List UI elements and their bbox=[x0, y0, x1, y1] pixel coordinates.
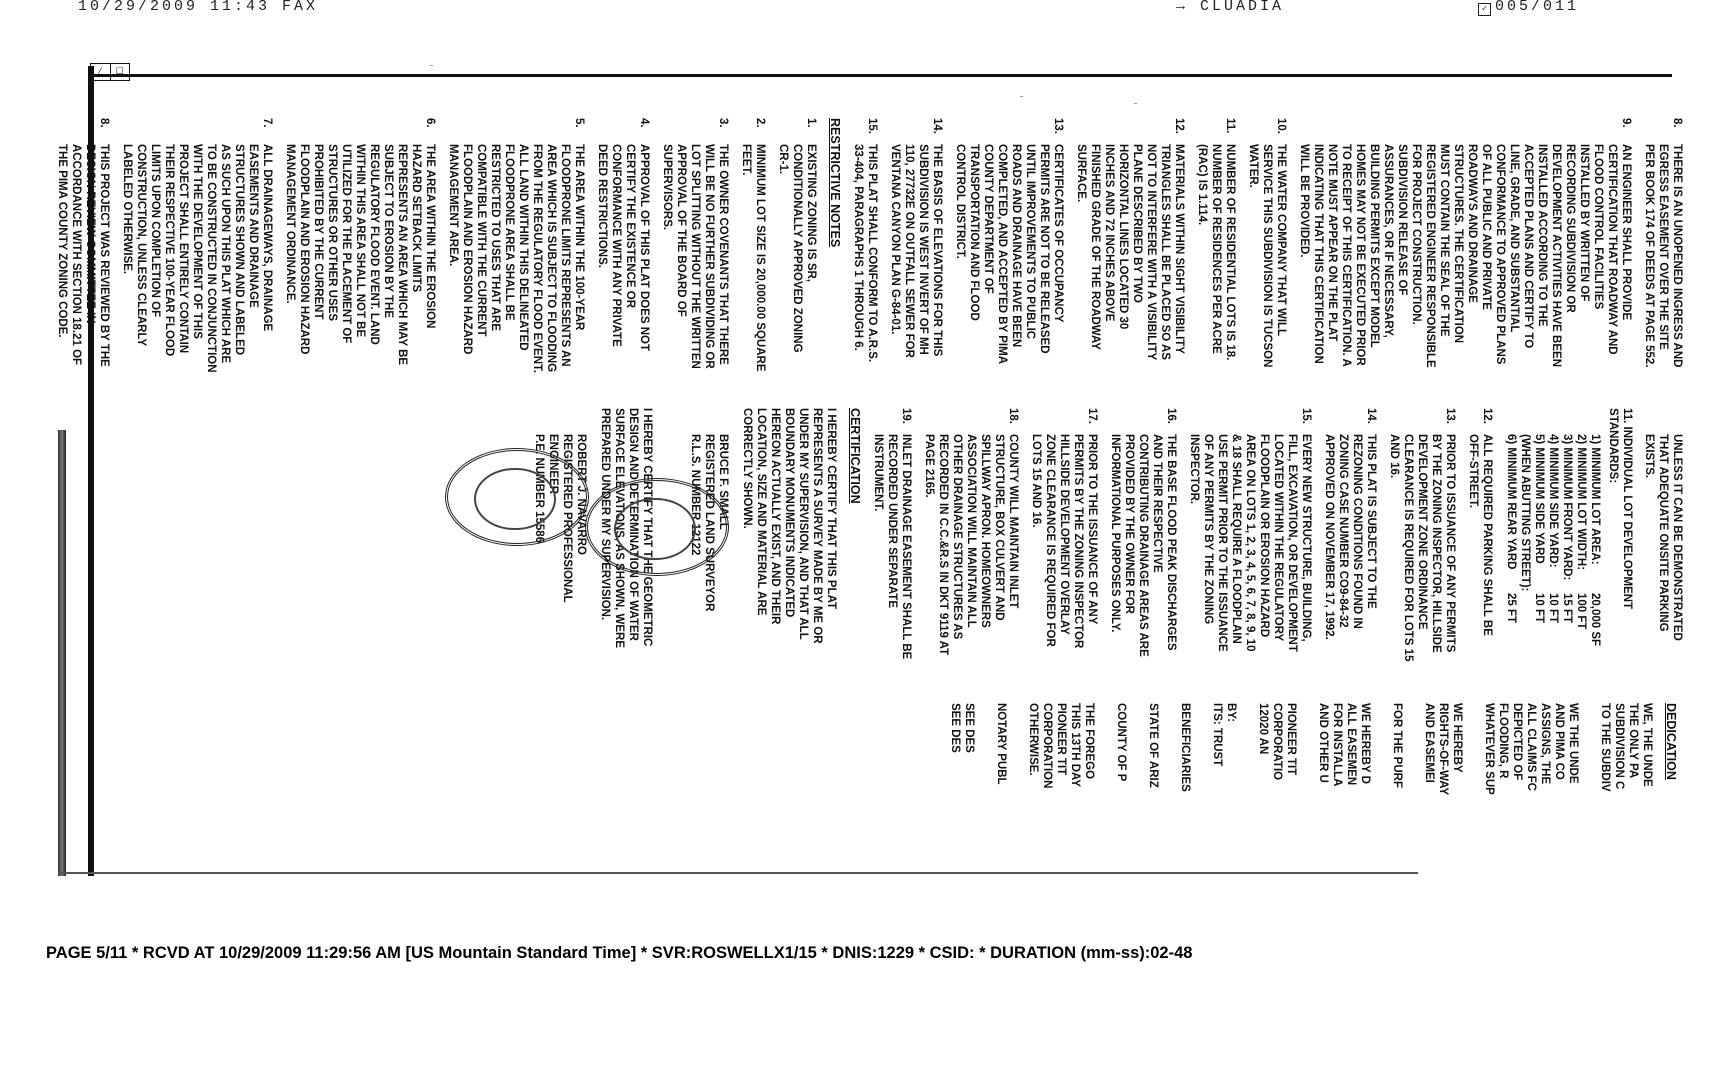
dedication-line: ALL CLAIMS FC bbox=[1525, 703, 1537, 791]
standard-row bbox=[1504, 408, 1518, 663]
dedication-line: NOTARY PUBL bbox=[995, 703, 1007, 785]
dedication-line: AND OTHER U bbox=[1317, 703, 1329, 783]
note-item bbox=[1642, 118, 1684, 373]
corner-mark: ☐ bbox=[115, 66, 124, 76]
note-number: 12. bbox=[1173, 118, 1185, 134]
engineer-line: REGISTERED PROFESSIONAL ENGINEER bbox=[547, 434, 573, 603]
note-item bbox=[1074, 118, 1186, 373]
dedication-line: WE HEREBY bbox=[1451, 703, 1463, 773]
dedication-line: FLOODING, R bbox=[1497, 703, 1509, 779]
note-item bbox=[1297, 118, 1633, 373]
note-number: 3. bbox=[717, 118, 729, 128]
standard-value: 25 FT bbox=[1505, 593, 1517, 624]
dedication-line: SEE DES bbox=[949, 703, 961, 753]
surveyor-line: R.L.S. NUMBER 12122 bbox=[689, 434, 701, 556]
standard-value: 15 FT bbox=[1561, 593, 1573, 624]
fax-recipient: → CLUADIA bbox=[1176, 0, 1285, 15]
standard-row bbox=[1546, 408, 1560, 663]
standard-row bbox=[1588, 408, 1602, 663]
note-text: MATERIALS WITHIN SIGHT VISIBILITY TRIANGLES SHALL BE PLACED SO AS NOT TO INTERFERE WITH A VISIBILITY PLANE DESCRIBED BY TWO HORIZONTAL LINES LOCATED 30 INCHES AND 72 INCHES ABOVE FINISHED GRADE OF THE ROADWAY SURFACE. bbox=[1075, 144, 1185, 360]
dedication-line: THIS 13TH DAY bbox=[1069, 703, 1081, 787]
rotated-plat-notes-sheet bbox=[56, 118, 1684, 878]
surveyor-seal-stamp bbox=[585, 478, 729, 576]
note-item bbox=[1108, 408, 1178, 663]
standard-value: 20,000 SF bbox=[1589, 593, 1601, 647]
standard-value: 100 FT bbox=[1575, 593, 1587, 630]
note-item bbox=[1187, 408, 1313, 663]
dedication-line: THE ONLY PA bbox=[1627, 703, 1639, 779]
restrictive-notes-title: RESTRICTIVE NOTES bbox=[828, 118, 842, 248]
parking-note: UNLESS IT CAN BE DEMONSTRATED THAT ADEQUATE ONSITE PARKING EXISTS. bbox=[1643, 434, 1683, 641]
note-number: 4. bbox=[638, 118, 650, 128]
sheet-border-top bbox=[92, 74, 1672, 77]
note-number: 8. bbox=[1671, 118, 1683, 128]
note-text: PRIOR TO THE ISSUANCE OF ANY PERMITS BY THE ZONING INSPECTOR HILLSIDE DEVELOPMENT OVERLAY ZONE CLEARANCE IS REQUIRED FOR LOTS 15 AND 16. bbox=[1030, 434, 1098, 649]
dedication-line: WE, THE UNDE bbox=[1641, 703, 1653, 787]
note-text: EVERY NEW STRUCTURE, BUILDING, FILL, EXCAVATION, OR DEVELOPMENT LOCATED WITHIN THE REGULATORY FLOODPLAIN OR EROSION HAZARD AREA ON LOTS 1, 2, 3, 4, 5, 6, 7, 8, 9, 10 & 18 SHALL REQUIRE A FLOODPLAIN USE PERMIT PRIOR TO THE ISSUANCE OF ANY PERMITS BY THE ZONING INSPECTOR. bbox=[1188, 434, 1312, 652]
note-text: NUMBER OF RESIDENTIAL LOTS IS 18. NUMBER OF RESIDENCES PER ACRE (RAC) IS 1.114. bbox=[1196, 144, 1236, 361]
note-item bbox=[739, 118, 767, 373]
note-text: THE BASIS OF ELEVATIONS FOR THIS SUBDIVISION IS WEST INVERT OF MH 110, 27732E ON OUTFALL SEWER FOR VENTANA CANYON PLAN G-84-01. bbox=[889, 144, 943, 358]
note-item bbox=[776, 118, 818, 373]
note-item bbox=[953, 118, 1065, 373]
note-text: EXISTING ZONING IS SR, CONDITIONALLY APPROVED ZONING CR-1. bbox=[777, 144, 817, 353]
engineer-certification-text: I HEREBY CERTIFY THAT THE GEOMETRIC DESIGN AND DETERMINATION OF WATER SURFACE ELEVATIONS, AS SHOWN, WERE PREPARED UNDER MY SUPERVISION. bbox=[599, 408, 653, 649]
note-text: ALL DRAINAGEWAYS, DRAINAGE EASEMENTS AND DRAINAGE STRUCTURES SHOWN AND LABELED AS SUCH UPON THIS PLAT WHICH ARE TO BE CONSTRUCTED IN CONJUNCTION WITH THE DEVELOPMENT OF THIS PROJECT SHALL ENTIRELY CONTAIN THEIR RESPECTIVE 100-YEAR FLOOD LIMITS UPON COMPLETION OF CONSTRUCTION, UNLESS CLEARLY LABELED OTHERWISE. bbox=[121, 144, 273, 373]
note-number: 9. bbox=[1620, 118, 1632, 128]
dedication-line: COUNTY OF P bbox=[1115, 703, 1127, 782]
note-text: ALL REQUIRED PARKING SHALL BE OFF-STREET. bbox=[1467, 434, 1493, 636]
dedication-line: THE FOREGO bbox=[1083, 703, 1095, 780]
note-number: 13. bbox=[1444, 408, 1456, 424]
note-item bbox=[1029, 408, 1099, 663]
note-number: 16. bbox=[1165, 408, 1177, 424]
standard-label: 2) MINIMUM LOT WIDTH: bbox=[1575, 434, 1587, 571]
note-item bbox=[595, 118, 651, 373]
fax-timestamp: 10/29/2009 11:43 FAX bbox=[78, 0, 319, 15]
standard-label: 4) MINIMUM SIDE YARD: bbox=[1547, 434, 1559, 568]
note-text: THERE IS AN UNOPENED INGRESS AND EGRESS EASEMENT OVER THE SITE PER BOOK 174 OF DEEDS AT PAGE 552. bbox=[1643, 144, 1683, 368]
dedication-line: WE HEREBY D bbox=[1359, 703, 1371, 784]
note-text: THE BASE FLOOD PEAK DISCHARGES AND THEIR RESPECTIVE CONTRIBUTING DRAINAGE AREAS ARE PROVIDED BY THE OWNER FOR INFORMATIONAL PURPOSES ONLY. bbox=[1109, 434, 1177, 657]
engineer-line: ROBERT J. NAVARRO bbox=[575, 434, 587, 555]
checkbox-icon: ✓ bbox=[1478, 3, 1491, 16]
dedication-line: SUBDIVISION C bbox=[1613, 703, 1625, 790]
note-item bbox=[1322, 408, 1378, 663]
standard-label: 5) MINIMUM SIDE YARD (WHEN ABUTTING STREET): bbox=[1519, 434, 1545, 592]
engineer-seal-stamp bbox=[445, 448, 589, 546]
scan-speck bbox=[1020, 96, 1023, 97]
note-item bbox=[1466, 408, 1494, 663]
dedication-line: FOR THE PURF bbox=[1391, 703, 1403, 788]
note-number: 2. bbox=[754, 118, 766, 128]
certification-text: I HEREBY CERTIFY THAT THIS PLAT REPRESENTS A SURVEY MADE BY ME OR UNDER MY SUPERVISION, AND THAT ALL BOUNDARY MONUMENTS INDICATED HEREON ACTUALLY EXIST, AND THEIR LOCATION, SIZE AND MATERIAL ARE CORRECTLY SHOWN. bbox=[741, 408, 837, 644]
note-number: 15. bbox=[1300, 408, 1312, 424]
dedication-line: STATE OF ARIZ bbox=[1147, 703, 1159, 788]
standards-title: 11. INDIVIDUAL LOT DEVELOPMENT STANDARDS: bbox=[1607, 408, 1633, 610]
note-text: THE AREA WITHIN THE EROSION HAZARD SETBACK LIMITS REPRESENTS AN AREA WHICH MAY BE SUBJECT TO EROSION BY THE REGULATORY FLOOD EVENT. LAND WITHIN THIS AREA SHALL NOT BE UTILIZED FOR THE PLACEMENT OF STRUCTURES OR OTHER USES PROHIBITED BY THE CURRENT FLOODPLAIN AND EROSION HAZARD MANAGEMENT ORDINANCE. bbox=[284, 144, 436, 366]
dedication-line: RIGHTS-OF-WAY bbox=[1437, 703, 1449, 796]
note-text: PRIOR TO ISSUANCE OF ANY PERMITS BY THE ZONING INSPECTOR, HILLSIDE DEVELOPMENT ZONE ORDINANCE CLEARANCE IS REQUIRED FOR LOTS 15 AND 16. bbox=[1388, 434, 1456, 662]
dedication-line: ALL EASEMEN bbox=[1345, 703, 1357, 786]
dedication-line: SEE DES bbox=[963, 703, 975, 753]
note-item bbox=[1195, 118, 1237, 373]
dedication-line: WE THE UNDE bbox=[1567, 703, 1579, 784]
note-number: 13. bbox=[1052, 118, 1064, 134]
standard-row bbox=[1574, 408, 1588, 663]
dedication-line: CORPORATION bbox=[1041, 703, 1053, 789]
note-text: THIS PLAT IS SUBJECT TO THE REZONING CONDITIONS FOUND IN ZONING CASE NUMBER CO9-84-32 APPROVED ON NOVEMBER 17, 1992. bbox=[1323, 434, 1377, 640]
note-number: 15. bbox=[866, 118, 878, 134]
dedication-line: ASSIGNS, THE bbox=[1539, 703, 1551, 785]
dedication-line: 12020 AN bbox=[1257, 703, 1269, 755]
note-text: THIS PLAT SHALL CONFORM TO A.R.S. 33-404, PARAGRAPHS 1 THROUGH 6. bbox=[852, 144, 878, 363]
standard-value: 10 FT bbox=[1533, 593, 1545, 624]
note-number: 12. bbox=[1481, 408, 1493, 424]
dedication-line: PIONEER TIT bbox=[1285, 703, 1297, 776]
scan-speck bbox=[1134, 103, 1137, 104]
standard-label: 6) MINIMUM REAR YARD bbox=[1505, 434, 1517, 570]
dedication-line: BENEFICIARIES bbox=[1179, 703, 1191, 792]
standards-list bbox=[1504, 408, 1602, 663]
standard-label: 3) MINIMUM FRONT YARD: bbox=[1561, 434, 1573, 581]
fax-receipt-footer: PAGE 5/11 * RCVD AT 10/29/2009 11:29:56 AM [US Mountain Standard Time] * SVR:ROSWELLX1/15 * DNIS:1229 * CSID: * DURATION (mm-ss):02-48 bbox=[46, 944, 1193, 962]
note-item bbox=[283, 118, 437, 373]
note-text: THE AREA WITHIN THE 100-YEAR FLOODPRONE LIMITS REPRESENTS AN AREA WHICH IS SUBJECT TO FLOODING FROM THE REGULATORY FLOOD EVENT. ALL LAND WITHIN THIS DELINEATED FLOODPRONE AREA SHALL BE RESTRICTED TO USES THAT ARE COMPATIBLE WITH THE CURRENT FLOODPLAIN AND EROSION HAZARD MANAGEMENT AREA. bbox=[447, 144, 585, 373]
standard-value: 10 FT bbox=[1547, 593, 1559, 624]
standard-row bbox=[1560, 408, 1574, 663]
note-number: 18. bbox=[1007, 408, 1019, 424]
note-text: MINIMUM LOT SIZE IS 20,000.00 SQUARE FEET. bbox=[740, 144, 766, 372]
note-text: THE OWNER COVENANTS THAT THERE WILL BE NO FURTHER SUBDIVIDING OR LOT SPLITTING WITHOUT THE WRITTEN APPROVAL OF THE BOARD OF SUPERVISORS. bbox=[661, 144, 729, 369]
note-number: 8. bbox=[98, 118, 110, 128]
note-item bbox=[446, 118, 586, 373]
scan-edge-shadow bbox=[58, 430, 66, 876]
note-item bbox=[851, 118, 879, 373]
dedication-line: FOR INSTALLA bbox=[1331, 703, 1343, 787]
general-notes-column bbox=[46, 118, 1684, 373]
dedication-line: ITS: TRUST bbox=[1211, 703, 1223, 767]
dedication-line: DEPICTED OF bbox=[1511, 703, 1523, 781]
note-number: 11. bbox=[1224, 118, 1236, 134]
note-item bbox=[55, 118, 111, 373]
note-number: 19. bbox=[900, 408, 912, 424]
dedication-line: AND EASEMEI bbox=[1423, 703, 1435, 783]
note-item bbox=[888, 118, 944, 373]
surveyor-line: REGISTERED LAND SURVEYOR bbox=[703, 434, 715, 612]
note-item bbox=[1246, 118, 1288, 373]
note-item bbox=[922, 408, 1020, 663]
dedication-line: WHATEVER SUP bbox=[1483, 703, 1495, 795]
fax-page-counter bbox=[1478, 0, 1579, 16]
note-number: 1. bbox=[805, 118, 817, 128]
dedication-column bbox=[948, 703, 1684, 863]
dedication-lines bbox=[948, 703, 1654, 863]
sheet-corner-marks bbox=[90, 63, 130, 81]
note-number: 14. bbox=[931, 118, 943, 134]
scan-speck bbox=[430, 65, 433, 66]
dedication-line: OTHERWISE. bbox=[1027, 703, 1039, 776]
dedication-line: PIONEER TIT bbox=[1055, 703, 1067, 776]
dedication-line: CORPORATIO bbox=[1271, 703, 1283, 781]
note-text: CERTIFICATES OF OCCUPANCY PERMITS ARE NOT TO BE RELEASED UNTIL IMPROVEMENTS TO PUBLIC ROADS AND DRAINAGE HAVE BEEN COMPLETED, AND ACCEPTED BY PIMA COUNTY DEPARTMENT OF TRANSPORTATION AND FLOOD CONTROL DISTRICT. bbox=[954, 144, 1064, 364]
surveyor-line: BRUCE F. SMALL bbox=[717, 434, 729, 530]
certification-title: CERTIFICATION bbox=[848, 408, 862, 504]
dedication-line: BY: bbox=[1225, 703, 1237, 722]
note-text: COUNTY WILL MAINTAIN INLET STRUCTURE, BOX CULVERT AND SPILLWAY APRON. HOMEOWNERS ASSOCIATION WILL MAINTAIN ALL OTHER DRAINAGE STRUCTURES AS RECORDED IN C.C.&R.S IN DKT 9119 AT PAGE 2165. bbox=[923, 434, 1019, 656]
general-notes-list bbox=[851, 118, 1684, 373]
note-number: 14. bbox=[1365, 408, 1377, 424]
note-number: 17. bbox=[1086, 408, 1098, 424]
note-item bbox=[871, 408, 913, 663]
note-item bbox=[120, 118, 274, 373]
dedication-line: AND PIMA CO bbox=[1553, 703, 1565, 780]
restrictive-notes-list bbox=[55, 118, 818, 373]
additional-notes-list bbox=[871, 408, 1494, 663]
note-number: 10. bbox=[1275, 118, 1287, 134]
dedication-line: TO THE SUBDIV bbox=[1599, 703, 1611, 792]
note-item bbox=[1387, 408, 1457, 663]
note-number: 7. bbox=[261, 118, 273, 128]
standard-label: 1) MINIMUM LOT AREA: bbox=[1589, 434, 1601, 565]
corner-mark: ⁄ bbox=[91, 64, 111, 80]
dedication-title: DEDICATION bbox=[1664, 703, 1678, 780]
standard-row bbox=[1518, 408, 1546, 663]
note-number: 5. bbox=[573, 118, 585, 128]
note-number: 6. bbox=[424, 118, 436, 128]
engineer-line: P.E. NUMBER 15586 bbox=[533, 434, 545, 544]
note-text: THIS PROJECT WAS REVIEWED BY THE DESIGN REVIEW COMMITTEE IN ACCORDANCE WITH SECTION 18.21 OF THE PIMA COUNTY ZONING CODE. bbox=[56, 144, 110, 367]
note-text: APPROVAL OF THIS PLAT DOES NOT CERTIFY THE EXISTENCE OR CONFORMANCE WITH ANY PRIVATE DEED RESTRICTIONS. bbox=[596, 144, 650, 352]
note-item bbox=[660, 118, 730, 373]
fax-page-number: 005/011 bbox=[1495, 0, 1580, 15]
note-text: INLET DRAINAGE EASEMENT SHALL BE RECORDED UNDER SEPARATE INSTRUMENT. bbox=[872, 434, 912, 660]
note-text: AN ENGINEER SHALL PROVIDE CERTIFICATION THAT ROADWAY AND FLOOD CONTROL FACILITIES INSTALLED BY WRITTEN OF RECORDING SUBDIVISION OR DEVELOPMENT ACTIVITIES HAVE BEEN INSTALLED ACCORDING TO THE ACCEPTED PLANS AND CERTIFY TO LINE, GRADE, AND SUBSTANTIAL CONFORMANCE TO APPROVED PLANS OF ALL PUBLIC AND PRIVATE ROADWAYS AND DRAINAGE STRUCTURES. THE CERTIFICATION MUST CONTAIN THE SEAL OF THE REGISTERED ENGINEER RESPONSIBLE FOR PROJECT CONSTRUCTION. SUBDIVISION RELEASE OF ASSURANCES, OR IF NECESSARY, BUILDING PERMITS EXCEPT MODEL HOMES MAY NOT BE EXECUTED PRIOR TO RECEIPT OF THIS CERTIFICATION. A NOTE MUST APPEAR ON THE PLAT INDICATING THAT THIS CERTIFICATION WILL BE PROVIDED. bbox=[1298, 144, 1632, 368]
note-text: THE WATER COMPANY THAT WILL SERVICE THIS SUBDIVISION IS TUCSON WATER. bbox=[1247, 144, 1287, 368]
